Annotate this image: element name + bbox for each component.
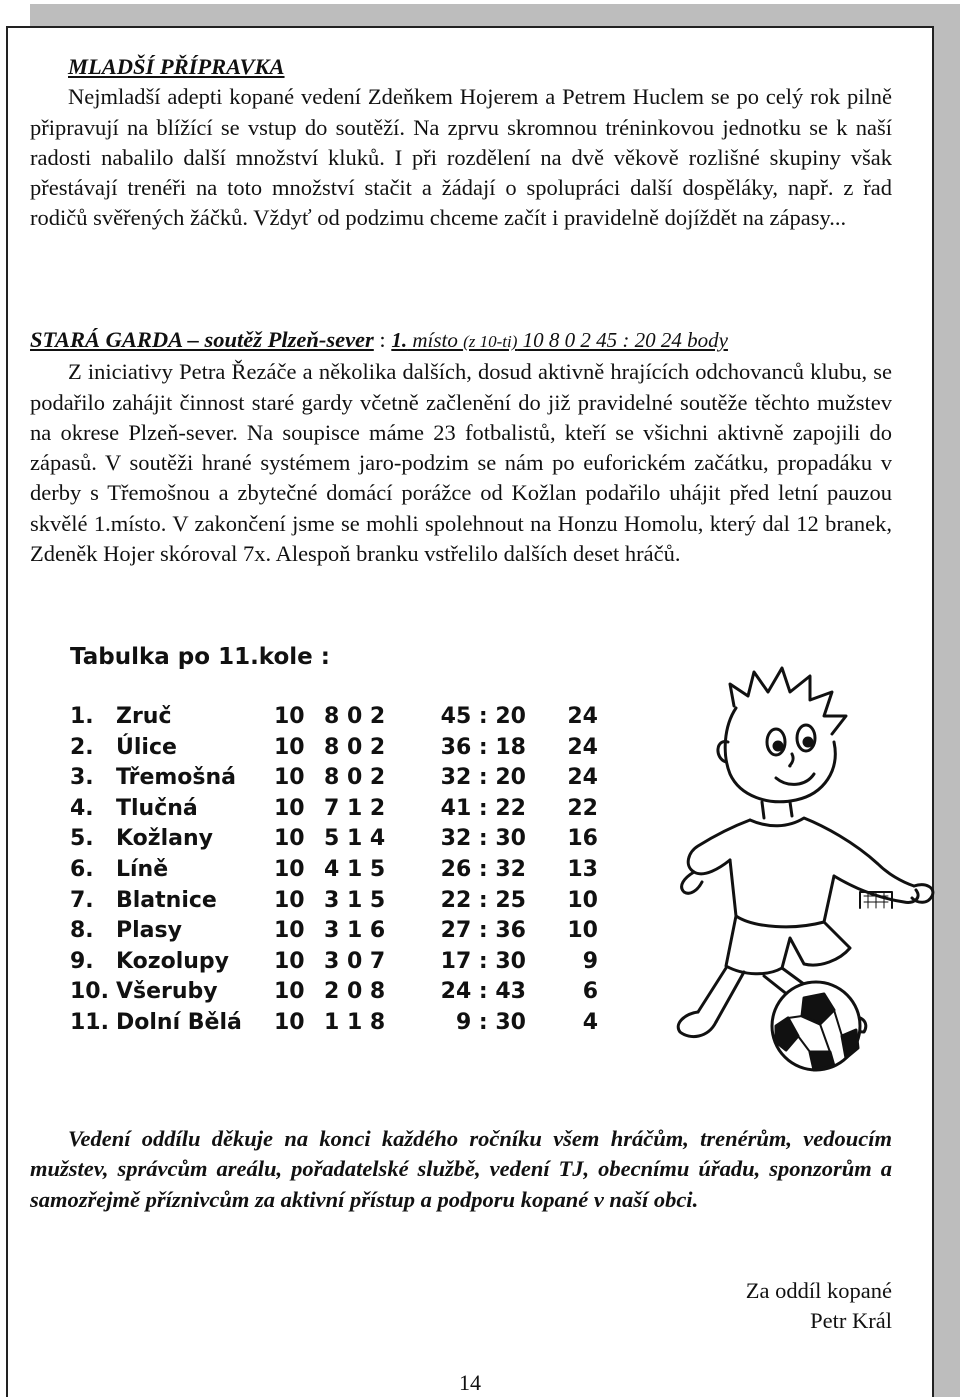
season-place: 1.: [391, 328, 408, 352]
team-name: Líně: [116, 857, 169, 882]
season-place-word: místo: [407, 328, 464, 352]
team-name: Dolní Bělá: [116, 1010, 242, 1035]
team-name: Kozolupy: [116, 948, 229, 974]
points: 10: [567, 918, 598, 944]
rank: 8.: [70, 918, 94, 944]
points: 10: [567, 887, 598, 913]
section-junior: [30, 52, 892, 234]
section-closing: [30, 1124, 892, 1215]
rank: 7.: [70, 887, 94, 913]
goal-score: 27 : 36: [440, 918, 526, 944]
team-name: Třemošná: [116, 765, 237, 791]
games-played: 10: [274, 826, 305, 852]
goal-score: 45 : 20: [440, 704, 526, 729]
record: [274, 1010, 386, 1035]
goal-score: 22 : 25: [440, 887, 526, 913]
page-number: 14: [459, 1370, 481, 1395]
rank: 10.: [70, 979, 109, 1005]
rank: 2.: [70, 734, 94, 760]
section-veterans-separator: :: [373, 327, 392, 352]
games-played: 10: [274, 704, 305, 729]
points: 24: [567, 704, 598, 729]
win-draw-loss: 7 1 2: [324, 795, 386, 821]
points: 16: [567, 826, 598, 852]
goal-score: 17 : 30: [440, 948, 526, 974]
section-veterans-text: Z iniciativy Petra Řezáče a několika dalších, dosud aktivně hrajících odchovanců klubu, se podařilo zahájit činnost staré gardy včetně začlenění do již pravidelné soutěže těchto mužstev na okrese Plzeň-sever. Na soupisce máme 23 fotbalistů, kteří se všichni aktivně zapojili do zápasů. V soutěži hrané systémem jaro-podzim se nám po euforickém začátku, propadáku v derby s Třemošnou a zbytečné domácí porážce od Kožlan podařilo uhájit před letní pauzou skvělé 1.místo. V zakončení jsme se mohli spolehnout na Honzu Homolu, který dal 12 branek, Zdeněk Hojer skóroval 7x. Alespoň branku vstřelilo dalších deset hráčů.: [30, 359, 892, 567]
games-played: 10: [274, 887, 305, 913]
signature-name: Petr Král: [810, 1308, 892, 1334]
win-draw-loss: 8 0 2: [324, 734, 386, 760]
record: [274, 704, 386, 729]
win-draw-loss: 3 1 5: [324, 887, 386, 913]
rank: 9.: [70, 948, 94, 974]
games-played: 10: [274, 795, 305, 821]
section-junior-heading: MLADŠÍ PŘÍPRAVKA: [68, 54, 285, 79]
signature-line1: Za oddíl kopané: [745, 1278, 892, 1303]
games-played: 10: [274, 1010, 305, 1035]
league-table: [66, 640, 632, 1060]
rank: 3.: [70, 765, 94, 791]
team-name: Plasy: [116, 918, 182, 944]
record: [274, 857, 386, 882]
record: [274, 826, 386, 852]
team-name: Blatnice: [116, 887, 217, 913]
record: [274, 918, 386, 944]
season-record: 10 8 0 2 45 : 20 24 body: [517, 328, 728, 352]
boy-kicking-soccer-ball-icon: [664, 646, 954, 1086]
win-draw-loss: 5 1 4: [324, 826, 386, 852]
record: [274, 734, 386, 760]
points: 13: [567, 857, 598, 882]
rank: 6.: [70, 857, 94, 882]
points: 4: [582, 1010, 598, 1035]
games-played: 10: [274, 918, 305, 944]
points: 24: [567, 765, 598, 791]
team-name: Všeruby: [116, 979, 218, 1005]
win-draw-loss: 4 1 5: [324, 857, 386, 882]
season-place-detail: (z 10-ti): [463, 332, 518, 351]
goal-score: 32 : 30: [440, 826, 526, 852]
goal-score: 36 : 18: [440, 734, 526, 760]
team-name: Kožlany: [116, 826, 213, 852]
games-played: 10: [274, 948, 305, 974]
games-played: 10: [274, 765, 305, 791]
points: 9: [582, 948, 598, 974]
section-veterans-heading: STARÁ GARDA – soutěž Plzeň-sever: [30, 327, 374, 352]
win-draw-loss: 8 0 2: [324, 765, 386, 791]
section-veterans-header: [30, 325, 892, 357]
points: 6: [582, 979, 598, 1005]
games-played: 10: [274, 734, 305, 760]
points: 24: [567, 734, 598, 760]
section-junior-text: Nejmladší adepti kopané vedení Zdeňkem Hojerem a Petrem Huclem se po celý rok pilně připravují na blížící se vstup do soutěží. Na zprvu skromnou tréninkovou jednotku se k naší radosti nabalilo další množství kluků. I při rozdělení na dvě věkově rozlišné skupiny však přestávají trenéři na toto množství stačit a žádají o spolupráci další dospěláky, např. z řad rodičů svěřených žáčků. Vždyť od podzimu chceme začít i pravidelně dojíždět na zápasy...: [30, 84, 892, 231]
games-played: 10: [274, 857, 305, 882]
record: [274, 887, 386, 913]
goal-score: 24 : 43: [440, 979, 526, 1005]
record: [274, 795, 386, 821]
goal-score: 9 : 30: [455, 1010, 526, 1035]
rank: 11.: [70, 1010, 109, 1035]
section-veterans: [30, 325, 892, 569]
record: [274, 948, 386, 974]
goal-score: 26 : 32: [440, 857, 526, 882]
win-draw-loss: 2 0 8: [324, 979, 386, 1005]
team-name: Tlučná: [116, 795, 198, 821]
rank: 1.: [70, 704, 94, 729]
record: [274, 979, 386, 1005]
goal-score: 32 : 20: [440, 765, 526, 791]
win-draw-loss: 3 0 7: [324, 948, 386, 974]
win-draw-loss: 3 1 6: [324, 918, 386, 944]
closing-text: Vedení oddílu děkuje na konci každého ročníku všem hráčům, trenérům, vedoucím mužstev, správcům areálu, pořadatelské službě, vedení TJ, obecnímu úřadu, sponzorům a samozřejmě příznivcům za aktivní přístup a podporu kopané v naší obci.: [30, 1126, 892, 1212]
goal-score: 41 : 22: [440, 795, 526, 821]
team-name: Zruč: [116, 704, 172, 729]
team-name: Úlice: [116, 734, 177, 760]
record: [274, 765, 386, 791]
games-played: 10: [274, 979, 305, 1005]
signature: [746, 1276, 892, 1337]
points: 22: [567, 795, 598, 821]
win-draw-loss: 8 0 2: [324, 704, 386, 729]
rank: 5.: [70, 826, 94, 852]
rank: 4.: [70, 795, 94, 821]
season-result: [391, 328, 728, 352]
league-table-title: Tabulka po 11.kole :: [70, 644, 330, 670]
win-draw-loss: 1 1 8: [324, 1010, 386, 1035]
